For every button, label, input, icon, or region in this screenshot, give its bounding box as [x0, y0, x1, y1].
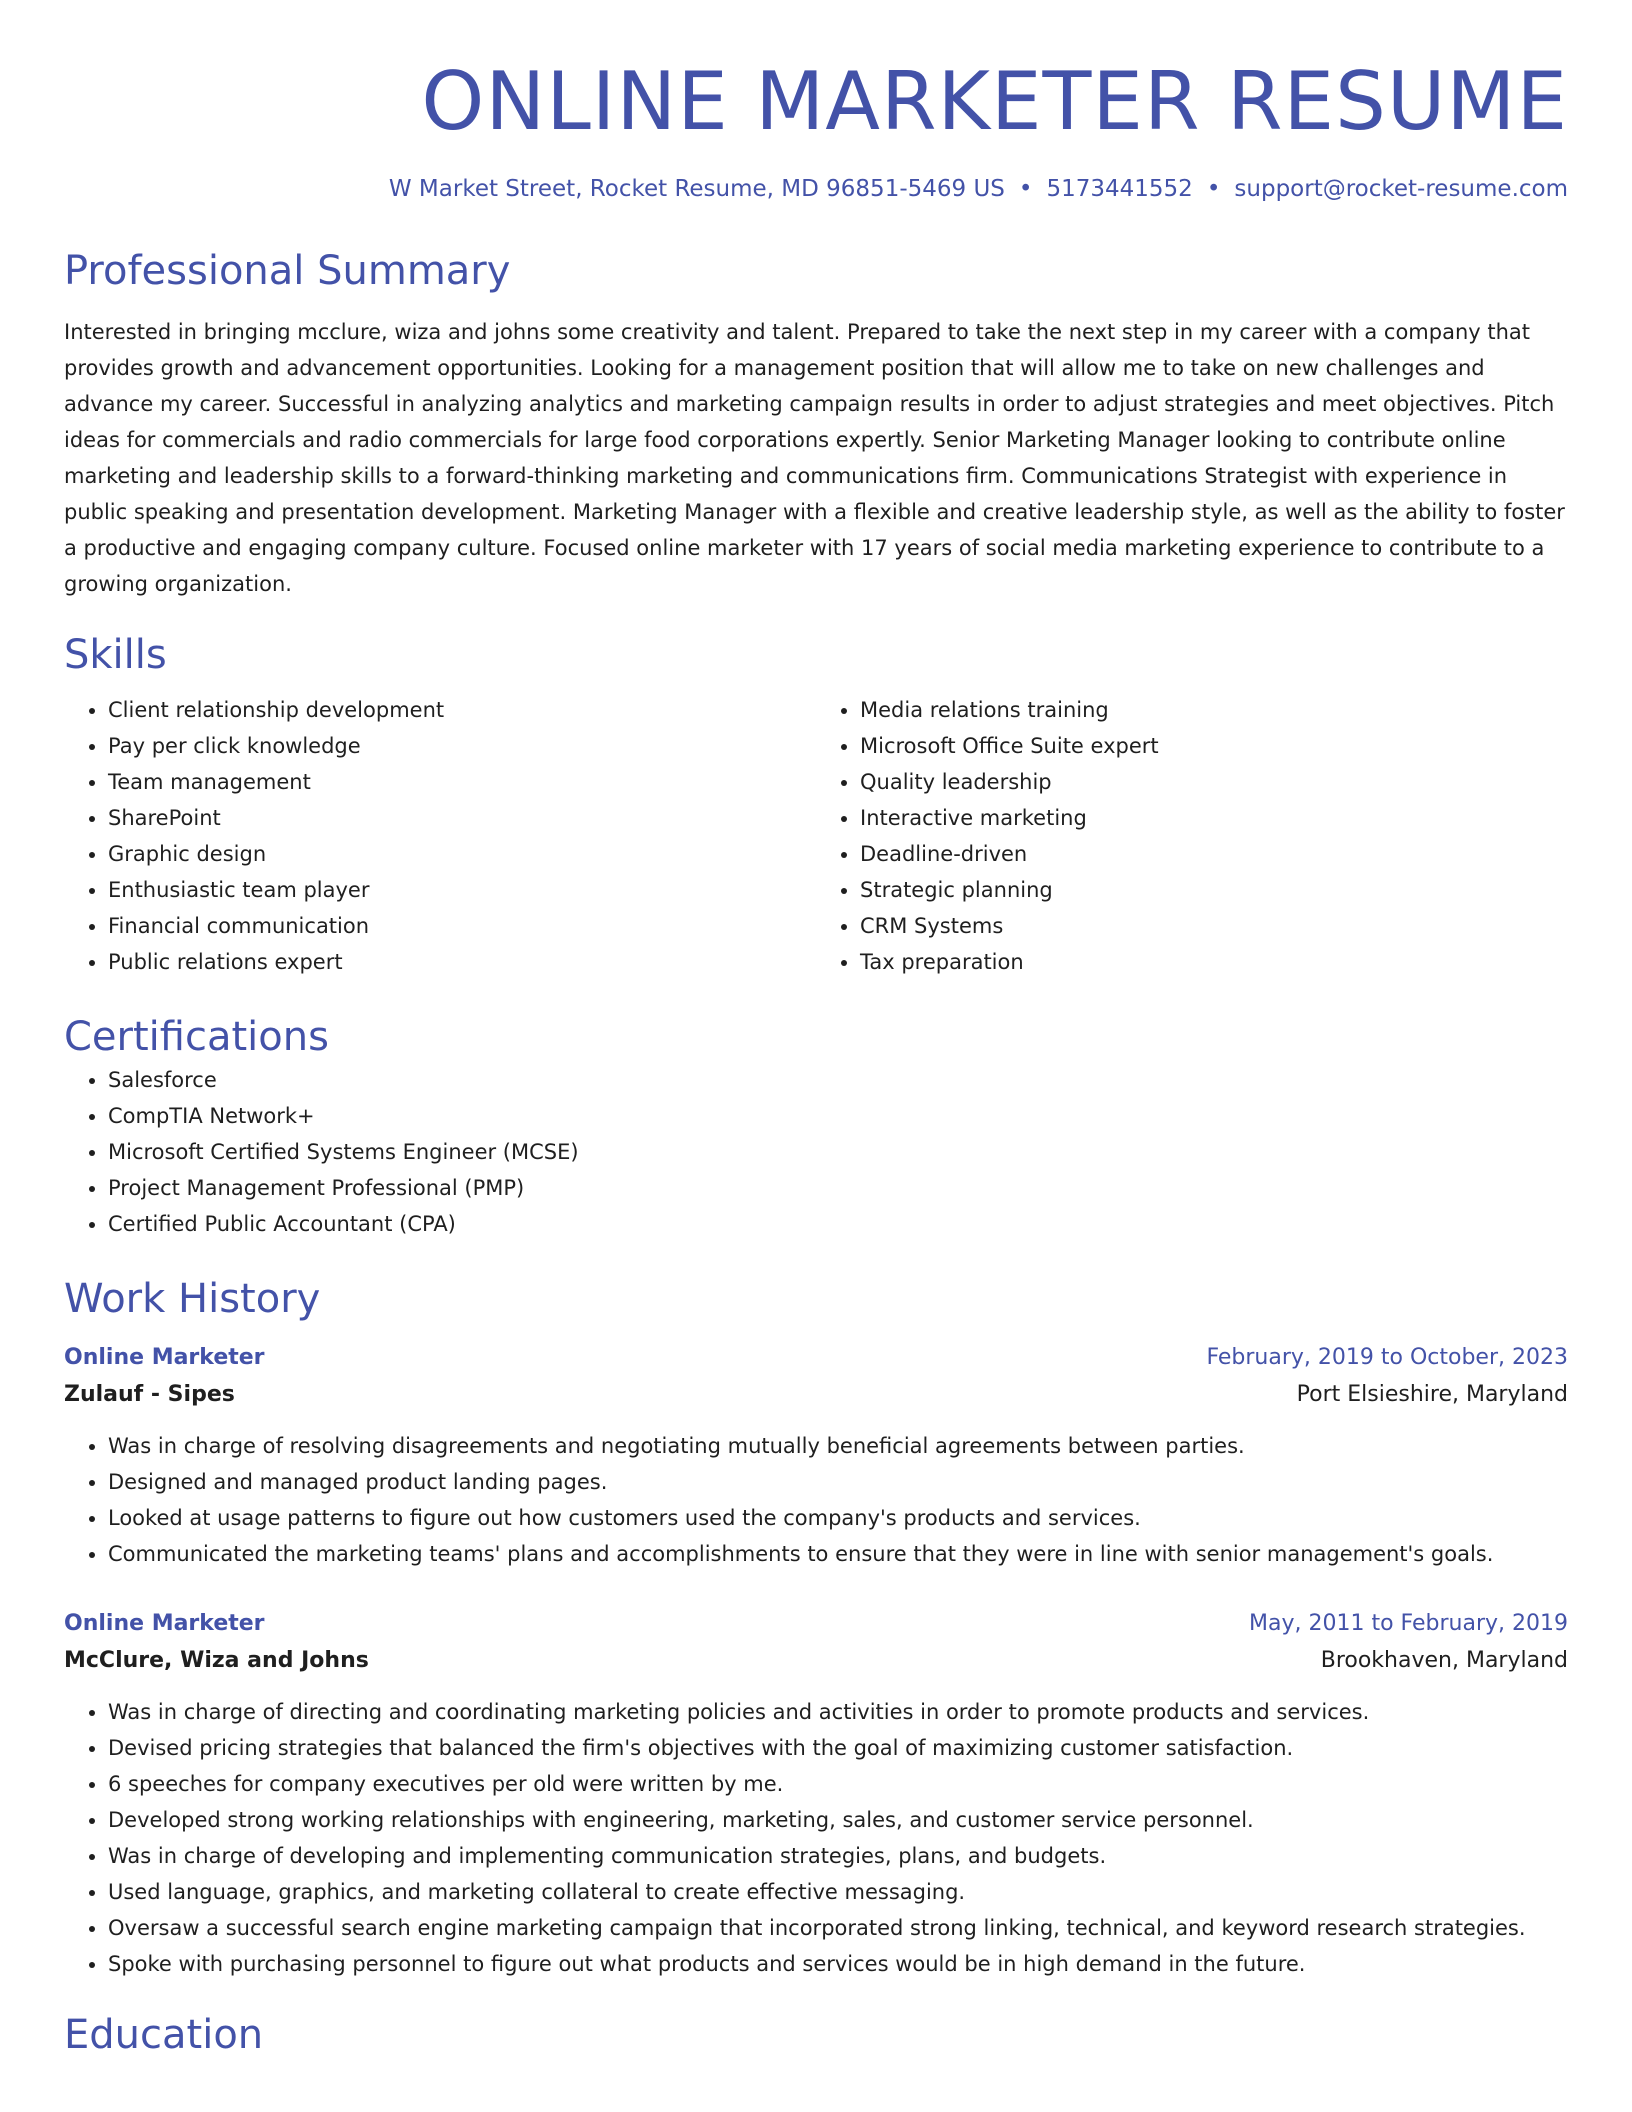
- job-title: Online Marketer: [64, 1345, 265, 1370]
- certifications-list: [64, 1062, 1568, 1242]
- contact-phone: 5173441552: [1046, 176, 1193, 202]
- skill-item: • Team management: [108, 764, 816, 800]
- skill-item: • Pay per click knowledge: [108, 728, 816, 764]
- skill-item: • Client relationship development: [108, 692, 816, 728]
- skill-item: • Public relations expert: [108, 944, 816, 980]
- job-company-row: [64, 1642, 1568, 1680]
- certification-item: • Project Management Professional (PMP): [108, 1170, 1568, 1206]
- skill-item: • Strategic planning: [860, 872, 1568, 908]
- skills-grid: [64, 692, 1568, 980]
- skills-right-list: [816, 692, 1568, 980]
- job-bullet: • Was in charge of developing and implementing communication strategies, plans, and budgets.: [108, 1838, 1568, 1874]
- resume-title: ONLINE MARKETER RESUME: [421, 55, 1568, 148]
- contact-separator: •: [1018, 176, 1033, 202]
- contact-address: W Market Street, Rocket Resume, MD 96851-5469 US: [388, 176, 1005, 202]
- job-bullet: • Used language, graphics, and marketing collateral to create effective messaging.: [108, 1874, 1568, 1910]
- contact-email: support@rocket-resume.com: [1234, 176, 1568, 202]
- certification-item: • Salesforce: [108, 1062, 1568, 1098]
- job-company: McClure, Wiza and Johns: [64, 1648, 369, 1673]
- job-company-row: [64, 1376, 1568, 1414]
- job-bullet: • Devised pricing strategies that balanced the firm's objectives with the goal of maximizing customer satisfaction.: [108, 1730, 1568, 1766]
- job-header-row: [64, 1606, 1568, 1642]
- skills-heading: Skills: [64, 632, 167, 678]
- skill-item: • Enthusiastic team player: [108, 872, 816, 908]
- job-dates: February, 2019 to October, 2023: [1206, 1345, 1568, 1370]
- skill-item: • Graphic design: [108, 836, 816, 872]
- job-title: Online Marketer: [64, 1611, 265, 1636]
- job-bullet: • Designed and managed product landing pages.: [108, 1464, 1568, 1500]
- job-bullet: • Communicated the marketing teams' plans and accomplishments to ensure that they were in line with senior management's goals.: [108, 1536, 1568, 1572]
- education-heading: Education: [64, 2012, 264, 2058]
- job-bullet: • Oversaw a successful search engine marketing campaign that incorporated strong linking, technical, and keyword research strategies.: [108, 1910, 1568, 1946]
- skill-item: • Financial communication: [108, 908, 816, 944]
- skill-item: • Quality leadership: [860, 764, 1568, 800]
- contact-separator: •: [1206, 176, 1221, 202]
- job-bullet: • Spoke with purchasing personnel to figure out what products and services would be in high demand in the future.: [108, 1946, 1568, 1982]
- skill-item: • Media relations training: [860, 692, 1568, 728]
- job-dates: May, 2011 to February, 2019: [1249, 1611, 1568, 1636]
- job-bullet: • Looked at usage patterns to figure out how customers used the company's products and services.: [108, 1500, 1568, 1536]
- job-entry: [64, 1606, 1568, 1982]
- skills-left-list: [64, 692, 816, 980]
- job-location: Brookhaven, Maryland: [1320, 1648, 1568, 1673]
- job-company: Zulauf - Sipes: [64, 1382, 235, 1407]
- certification-item: • CompTIA Network+: [108, 1098, 1568, 1134]
- work-history-heading: Work History: [64, 1276, 321, 1322]
- job-bullet: • Developed strong working relationships with engineering, marketing, sales, and customer service personnel.: [108, 1802, 1568, 1838]
- job-bullet: • 6 speeches for company executives per old were written by me.: [108, 1766, 1568, 1802]
- job-bullet: • Was in charge of directing and coordinating marketing policies and activities in order to promote products and services.: [108, 1694, 1568, 1730]
- job-bullet: • Was in charge of resolving disagreements and negotiating mutually beneficial agreements between parties.: [108, 1428, 1568, 1464]
- certifications-heading: Certifications: [64, 1014, 329, 1060]
- skill-item: • Deadline-driven: [860, 836, 1568, 872]
- resume-page: [64, 0, 1568, 2060]
- summary-text: Interested in bringing mcclure, wiza and johns some creativity and talent. Prepared to take the next step in my career with a company that provides growth and advancement opportunities. Looking for a management position that will allow me to take on new challenges and advance my career. Successful in analyzing analytics and marketing campaign results in order to adjust strategies and meet objectives. Pitch ideas for commercials and radio commercials for large food corporations expertly. Senior Marketing Manager looking to contribute online marketing and leadership skills to a forward-thinking marketing and communications firm. Communications Strategist with experience in public speaking and presentation development. Marketing Manager with a flexible and creative leadership style, as well as the ability to foster a productive and engaging company culture. Focused online marketer with 17 years of social media marketing experience to contribute to a growing organization.: [64, 320, 1565, 596]
- job-bullets: [64, 1694, 1568, 1982]
- skill-item: • Tax preparation: [860, 944, 1568, 980]
- job-bullets: [64, 1428, 1568, 1572]
- skill-item: • Interactive marketing: [860, 800, 1568, 836]
- job-header-row: [64, 1340, 1568, 1376]
- job-location: Port Elsieshire, Maryland: [1296, 1382, 1568, 1407]
- contact-line: [64, 174, 1568, 204]
- skill-item: • Microsoft Office Suite expert: [860, 728, 1568, 764]
- certification-item: • Certified Public Accountant (CPA): [108, 1206, 1568, 1242]
- job-entry: [64, 1340, 1568, 1572]
- summary-heading: Professional Summary: [64, 248, 511, 294]
- certification-item: • Microsoft Certified Systems Engineer (MCSE): [108, 1134, 1568, 1170]
- skill-item: • SharePoint: [108, 800, 816, 836]
- skill-item: • CRM Systems: [860, 908, 1568, 944]
